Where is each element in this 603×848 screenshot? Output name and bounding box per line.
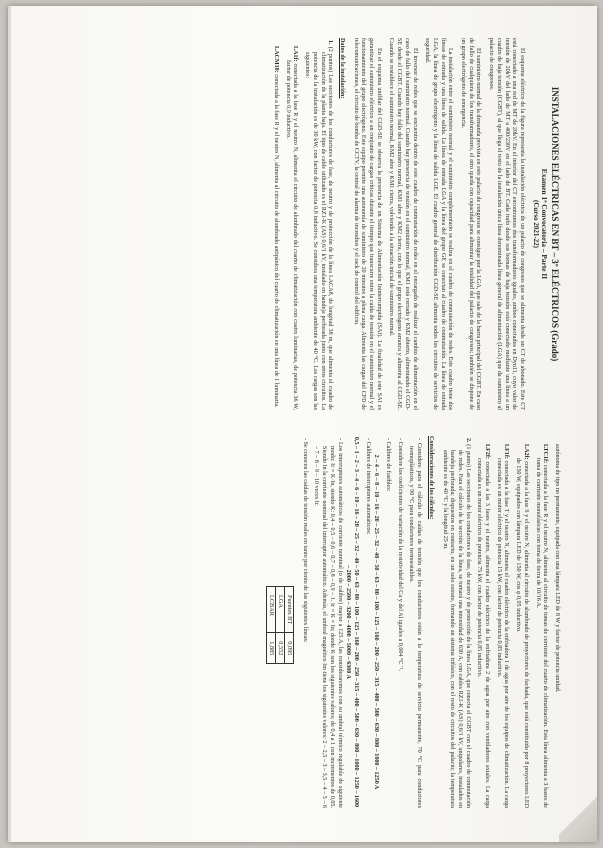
paper-sheet [8, 6, 597, 842]
consideraciones-heading: Consideraciones de los cálculos: [427, 436, 434, 520]
question-text: (2 puntos) Las secciones de los conductores de fase, de neutro y de protección de la línea LACA8, de longitud 38 m, que alimenta el cuadro de climatización de la planta baja. El tipo de cable utilizado es el RZ1-K (AS) 0,6/1 kV, instalado en bandeja perforada junto con otros circuitos. La potencia de la instalación es de 30 kW, con factor de potencia 0,8 inductivo. Se considera una temperatura ambiente de 40 °C. Las cargas son las siguientes: [304, 46, 334, 411]
paragraph: El suministro normal de la demanda prevista en este palacio de congresos se consigue por la LGA, que sale de la barra principal del CGBT. En caso de fallo de cualquiera de los transformadores, el otro queda con capacidad para alimentar la totalidad del palacio de congresos; también se dispone de un grupo electrógeno de emergencia. [460, 38, 482, 410]
bullet-text: Considere los coeficientes de variación de la resistividad del Cu y del Al iguales a 0,004 °C⁻¹. [396, 441, 403, 672]
consideration-bullet: - Calibres de interruptores automáticos: [364, 438, 371, 535]
question-1 [302, 40, 334, 411]
load-code: LF1f: [503, 444, 510, 459]
fuse-ratings: 2 – 4 – 6 – 8 – 10 – 16 – 20 – 25 – 32 – 40 – 50 – 63 – 80 – 100 – 125 – 160 – 200 – 250 – 315 – 400 – 500 – 630 – 800 – 1000 – 1250 A [373, 454, 380, 790]
exam-course: (Curso 2021-22) [532, 199, 540, 249]
load-item [283, 46, 299, 410]
consideration-bullet: - Calibres de fusibles: [385, 438, 392, 492]
load-code: LF2f: [484, 444, 491, 459]
load-item [475, 444, 491, 809]
consideration-bullet: - Considere los coeficientes de variación de la resistividad del Cu y del Al iguales a 0,004 °C⁻¹. [396, 438, 403, 672]
bullet-text: Calibres de fusibles: [385, 441, 392, 492]
voltage-drop-table [266, 586, 294, 664]
load-item [552, 444, 560, 808]
load-text: conectada a la fase R y el neutro N, alimenta el circuito de alumbrado del cuarto de climatización con cuatro luminarias, de potencia 36 W, factor de potencia 0,9 inductivo. [284, 60, 299, 410]
table-cell: LGA [276, 587, 285, 633]
datos-heading: Datos de la instalación: [338, 38, 345, 99]
load-text: conectada a las 3 fases y el neutro, alimenta el cuadro eléctrico de la enfriadora 2 de agua por aire con ventiladores axiales. La carga conectada es un motor eléctrico de potencia 75 kW, con factor de potencia 0,85 inductivo. [476, 458, 491, 809]
load-text: conectada a la fase T y el neutro N, alimenta el cuadro eléctrico de la enfriadora 1 de agua por aire de los equipos de climatización. La carga conectada es un motor eléctrico de potencia 15 kW, con factor de potencia 0,85 inductivo. [495, 458, 510, 809]
load-code: LA2f: [522, 444, 529, 460]
question-number: 2. [464, 438, 471, 443]
load-item [513, 444, 529, 808]
question-2 [440, 438, 471, 809]
load-code: LTC1f: [542, 444, 549, 464]
load-text: conectada a la fase R y el neutro N, alimenta al circuito de alumbrado antipánico del cuarto de climatización en una línea de 1 luminaria. [273, 74, 280, 408]
load-code: LA1f: [292, 46, 299, 62]
consideration-bullet: - Los interruptores automáticos de corriente nominal (o de calibre) mayor a 125 A, las consideraremos con su umbral térmico regulable de siguiente modo: Ir = K·In, siendo K: 0,4 – 0,5 – 0,6 – 0,7 – 0,8 – 0,9 – 1. Ir = K × In; donde K son los siguientes valores; de 0,4 a 1 con incrementos de 0,05. Siendo In la corriente nominal del interruptor automático. Además, el umbral magnético Im tiene los siguientes valores: 2 – 2,5 – 3 – 3,5 – 4 – 5 – 6 – 7 – 8 – 9 – 10 veces Ir. [313, 438, 343, 808]
left-column [267, 38, 560, 410]
exam-subtitle: Examen 1ª Convocatoria – Parte II [540, 168, 549, 280]
table-cell: 0,552 [276, 633, 285, 664]
paragraph: El esquema eléctrico de la figura representa la instalación eléctrica de un palacio de congresos que se alimenta desde un CT de abonado. Este CT está conectado a una red de MT de 20kV. En el interior del CT encontramos dos transformadores iguales, ambos conectados en Dyn11, cuyo valor de tensión de 20kV del lado de MT a 400/230V en el lado de BT. Cada trafo desde sus bornas de baja tensión está conectado mediante una línea a un cuadro de baja tensión (CGBT), al que llega el resto de la instalación única línea denominada línea general de alimentación (LGA) que da suministro al palacio de congresos. [488, 38, 525, 410]
table-row [267, 587, 276, 664]
load-code: LACM18: [273, 46, 280, 73]
load-item [494, 444, 510, 809]
bullet-text: Calibres de interruptores automáticos: [364, 441, 371, 535]
load-item [533, 444, 549, 808]
paragraph: La instalación entre el suministro normal y el suministro complementario se realiza en el cuadro de conmutación de redes. Este cuadro tiene dos líneas de entrada y una línea de salida. La línea de entrada LGA y la línea del grupo GE se conectan al cuadro de conmutación. La línea de entrada LGA, la línea de grupo electrógeno y la línea de salida LGE. El cuadro general de distribución CGD-SE alimenta todos los circuitos de servicios de seguridad. [424, 38, 454, 410]
table-cell: LCBAR [267, 587, 276, 633]
right-column [260, 436, 560, 808]
paragraph: El inversor de redes que se encuentra dentro de este cuadro de conmutación de redes en el encargado de realizar el cambio de alimentación en el caso de fallo del suministro normal. Cuando hay presencia de tensión en el suministro normal, KM1 está cerrado y KM2 abierto, alimentando el CGD-SE desde el CGBT. Cuando hay fallo del suministro normal, KM1 abre y KM2 cierra, con lo que el grupo electrógeno arranca y alimenta al CGD-SE. Cuando se restablece el suministro normal, KM2 abre y KM1 cierra, volviendo a la situación inicial de suministro normal. [388, 38, 418, 410]
bullet-text: Se conocen las caídas de tensión reales en tanto por ciento de las siguientes líneas: [301, 441, 308, 643]
load-item [271, 46, 280, 410]
load-text: conectada a la fase S y el neutro N, alimenta al circuito de alumbrado de proyectores de fachada, que está constituido por 8 proyectores LED de 150 W, equipados con lámpara LED de 150 W, cos φ 0,95 inductivo. [515, 458, 529, 808]
table-cell: Puentes BT [285, 587, 294, 633]
bullet-text: Considere para el cálculo de caídas de tensión que los conductores están a la temperatura de servicio permanente, 70 °C para conductores termoplásticos, y 90 °C para conductores termoestables. [408, 442, 423, 808]
page-curl [559, 784, 597, 842]
rotated-exam-page [34, 24, 574, 824]
question-number: 1. [327, 40, 334, 45]
table-row [276, 587, 285, 664]
consideration-bullet: - Considere para el cálculo de caídas de tensión que los conductores están a la temperatura de servicio permanente, 70 °C para conductores termoplásticos, y 90 °C para conductores termoestables. [408, 438, 423, 808]
paragraph: En el esquema unifilar del CGD-SE se observa la presencia de un Sistema de Alimentación Ininterrumpida (SAI). La finalidad de este SAI es garantizar el suministro eléctrico a un conjunto de cargas críticas durante el tiempo que transcurre entre la caída de tensión en el suministro normal y el funcionamiento del grupo electrógeno. Este equipo permite una autonomía de suministro de 20 minutos a plena carga. Alimenta las cargas del CPD de telecomunicaciones, el circuito de bomba de CCTV, la central de alarma de incendios y el rack de control del edificio. [352, 38, 382, 410]
load-text: conectada a la fase R y el neutro N, alimenta al circuito de tomas de corriente del cuarto de climatización. Esta línea alimenta a 3 bases de toma de corriente monofásicas con toma de tierra de 10/16 A. [534, 458, 549, 808]
question-text: (1 punto) Las secciones de los conductores de fase, de neutro y de protección de la línea LGA, que conecta el CGBT con el cuadro de conmutación de redes. Para el cálculo de la sección de la línea, se tomará una intensidad de 630 A, con cables RZ1-K (AS) 0,6/1 kV, unipolares, instalados en bandeja perforada; dispuestos en contacto, en un solo estrato, formando un sistema trifásico, con el resto de circuitos del palacio; la temperatura ambiente es de 40 °C y la longitud 25 m. [441, 444, 471, 809]
bullet-text: Los interruptores automáticos de corriente nominal (o de calibre) mayor a 125 A, las consideraremos con su umbral térmico regulable de siguiente modo: Ir = K·In, siendo K: 0,4 – 0,5 – 0,6 – 0,7 – 0,8 – 0,9 – 1. Ir = K × In; donde K son los siguientes valores; de 0,4 a 1 con incrementos de 0,05. Siendo In la corriente nominal del interruptor automático. Además, el umbral magnético Im tiene los siguientes valores: 2 – 2,5 – 3 – 3,5 – 4 – 5 – 6 – 7 – 8 – 9 – 10 veces Ir. [313, 441, 343, 808]
table-cell: 0,095 [285, 633, 294, 664]
table-row [285, 587, 294, 664]
breaker-ratings: 0,5 – 1 – 2 – 3 – 4 – 6 – 10 – 16 – 20 – 25 – 32 – 40 – 50 – 63 – 80 – 100 – 125 – 160 – 200 – 250 – 315 – 400 – 500 – 630 – 800 – 1000 – 1250 – 1600 – 2000 – 2500 – 3200 – 4000 – 5000 – 6300 A [345, 436, 359, 808]
exam-title: INSTALACIONES ELÉCTRICAS EN BT – 3º ELÉCTRICOS (Grado) [550, 86, 560, 362]
table-cell: 1,885 [267, 633, 276, 664]
consideration-bullet: - Se conocen las caídas de tensión reales en tanto por ciento de las siguientes líneas: [301, 438, 308, 643]
load-text: autónoma de tipo no permanente, equipada con una lámpara LED de 8 W y factor de potencia unidad. [554, 444, 560, 693]
